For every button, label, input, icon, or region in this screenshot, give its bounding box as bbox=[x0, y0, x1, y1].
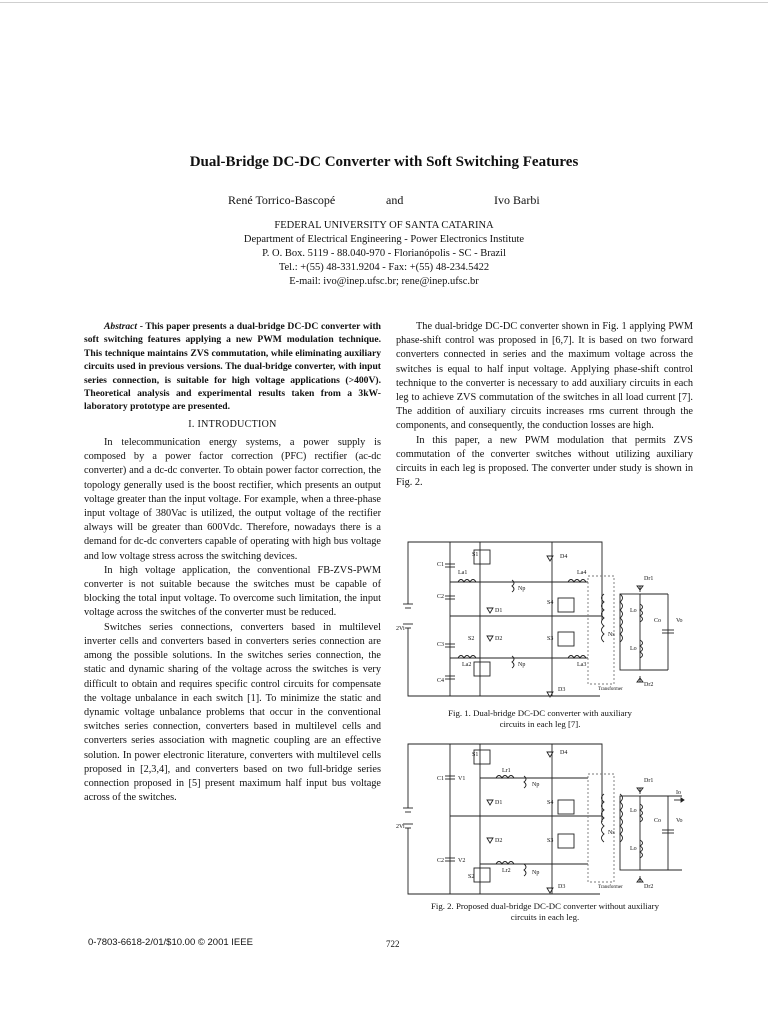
fig1-label-la1: La1 bbox=[458, 570, 468, 576]
fig2-label-io: Io bbox=[676, 790, 681, 796]
fig1-label-2vi: 2Vi bbox=[396, 626, 405, 632]
fig1-label-c3: C3 bbox=[437, 642, 445, 648]
scan-edge-rule bbox=[0, 2, 768, 3]
fig1-label-la2: La2 bbox=[462, 662, 472, 668]
fig1-label-d4: D4 bbox=[560, 554, 568, 560]
right-column bbox=[396, 320, 693, 490]
fig2-label-d4: D4 bbox=[560, 750, 568, 756]
fig1-label-la3: La3 bbox=[577, 662, 587, 668]
fig1-label-s4: S4 bbox=[547, 600, 554, 606]
fig2-label-v1: V1 bbox=[458, 776, 466, 782]
left-column bbox=[84, 320, 381, 805]
fig1-label-c2: C2 bbox=[437, 594, 445, 600]
fig2-label-d3: D3 bbox=[558, 884, 566, 890]
fig2-label-c1: C1 bbox=[437, 776, 445, 782]
fig1-label-vo: Vo bbox=[676, 618, 683, 624]
abstract-body: - This paper presents a dual-bridge DC-DC converter with soft switching features applying a new PWM modulation technique. This technique maintains ZVS commutation, while eliminating auxiliary circuits used in previous versions. The dual-bridge converter, with input series connection, is suitable for high voltage applications (>400V). Theoretical analysis and experimental results taken from a 3kW-laboratory prototype are presented. bbox=[84, 321, 381, 413]
fig2-label-d2: D2 bbox=[495, 838, 503, 844]
fig2-label-np1: Np bbox=[532, 782, 540, 788]
fig1-label-lo1: Lo bbox=[630, 608, 637, 614]
copyright-footer: 0-7803-6618-2/01/$10.00 © 2001 IEEE bbox=[88, 937, 253, 948]
fig1-label-c1: C1 bbox=[437, 562, 445, 568]
fig1-label-np1: Np bbox=[518, 586, 526, 592]
fig1-label-transformer: Transformer bbox=[598, 687, 623, 692]
fig2-label-s4: S4 bbox=[547, 800, 554, 806]
figure-2-caption: Fig. 2. Proposed dual-bridge DC-DC converter without auxiliary circuits in each leg. bbox=[431, 901, 659, 922]
fig2-label-lo2: Lo bbox=[630, 846, 637, 852]
fig2-label-s1: S1 bbox=[472, 752, 479, 758]
fig1-label-s2: S2 bbox=[468, 636, 475, 642]
page-number: 722 bbox=[386, 939, 400, 949]
figure-1-caption: Fig. 1. Dual-bridge DC-DC converter with auxiliary circuits in each leg [7]. bbox=[448, 708, 632, 729]
right-paragraph-2: In this paper, a new PWM modulation that permits ZVS commutation of the converter switches without utilizing auxiliary circuits in each leg is proposed. The converter under study is shown in Fig. 2. bbox=[396, 434, 693, 489]
fig1-label-co: Co bbox=[654, 618, 662, 624]
fig1-label-la4: La4 bbox=[577, 570, 587, 576]
intro-paragraph-3: Switches series connections, converters based in multilevel inverter cells and converters based in converters series connection are among the possible solutions. In the switches series connection, the static and dynamic sharing of the voltage across the switches is very difficult to obtain and requires specific control circuits for compensate the voltage unbalance in each switch [1]. To minimize the static and dynamic voltage unbalance problems that occur in the conventional switches series connection, converters based in multilevel cells and converters series association with magnetic coupling are an effective solution. In power electronic literature, converters with multilevel cells proposed in [2,3,4], and converters based on two full-bridge series connection proposed in [5] present maximum half input bus voltage across of the switches. bbox=[84, 621, 381, 804]
fig2-label-s2: S2 bbox=[468, 874, 475, 880]
fig1-label-dr2: Dr2 bbox=[644, 682, 654, 688]
fig2-label-2vi: 2Vi bbox=[396, 824, 405, 830]
affiliation-email: E-mail: ivo@inep.ufsc.br; rene@inep.ufsc.br bbox=[289, 276, 479, 287]
author-1: René Torrico-Bascopé bbox=[228, 193, 336, 207]
fig2-label-d1: D1 bbox=[495, 800, 503, 806]
fig1-label-d3: D3 bbox=[558, 687, 566, 693]
figure-2-circuit-diagram bbox=[392, 738, 692, 900]
authors-conjunction: and bbox=[386, 193, 404, 207]
fig2-label-c2: C2 bbox=[437, 858, 445, 864]
affiliation-university: FEDERAL UNIVERSITY OF SANTA CATARINA bbox=[274, 220, 494, 231]
fig2-label-np2: Np bbox=[532, 870, 540, 876]
author-2: Ivo Barbi bbox=[494, 193, 540, 207]
right-paragraph-1: The dual-bridge DC-DC converter shown in Fig. 1 applying PWM phase-shift control was proposed in [6,7]. It is based on two forward converters connected in series and the maximum voltage across the switches is equal to half input voltage. Applying phase-shift control technique to the converter is necessary to add auxiliary circuits in each leg to achieve ZVS commutation of the switches in all load current [7]. The addition of auxiliary circuits increases rms current through the components, and consequently, the conduction losses are high. bbox=[396, 321, 693, 432]
fig2-label-vo: Vo bbox=[676, 818, 683, 824]
abstract bbox=[84, 320, 381, 414]
fig1-label-s1: S1 bbox=[472, 552, 479, 558]
paper-title: Dual-Bridge DC-DC Converter with Soft Switching Features bbox=[189, 154, 579, 170]
section-heading-introduction: I. INTRODUCTION bbox=[188, 418, 277, 430]
affiliation-address: P. O. Box. 5119 - 88.040-970 - Florianópolis - SC - Brazil bbox=[262, 248, 506, 259]
figure-1-circuit-diagram bbox=[392, 536, 692, 706]
fig2-label-transformer: Transformer bbox=[598, 885, 623, 890]
fig2-label-s3: S3 bbox=[547, 838, 554, 844]
fig1-label-dr1: Dr1 bbox=[644, 576, 654, 582]
fig1-label-np2: Np bbox=[518, 662, 526, 668]
fig2-label-lr1: Lr1 bbox=[502, 768, 511, 774]
fig1-label-lo2: Lo bbox=[630, 646, 637, 652]
abstract-lead: Abstract bbox=[104, 321, 138, 332]
fig2-label-dr1: Dr1 bbox=[644, 778, 654, 784]
affiliation-phone: Tel.: +(55) 48-331.9204 - Fax: +(55) 48-234.5422 bbox=[278, 262, 490, 273]
fig1-label-d2: D2 bbox=[495, 636, 503, 642]
affiliation-department: Department of Electrical Engineering - Power Electronics Institute bbox=[243, 234, 525, 245]
fig2-label-lo1: Lo bbox=[630, 808, 637, 814]
fig2-label-lr2: Lr2 bbox=[502, 868, 511, 874]
fig1-label-ns: Ns bbox=[608, 632, 615, 638]
fig1-label-c4: C4 bbox=[437, 678, 445, 684]
intro-paragraph-1: In telecommunication energy systems, a power supply is composed by a power factor correction (PFC) rectifier (ac-dc converter) and a dc-dc converter. To obtain power factor correction, the topology generally used is the boost rectifier, which presents an output voltage greater than the input voltage. For example, when a three-phase input voltage of 380Vac is utilized, the output voltage of the rectifier always will be greater than 600Vdc. Therefore, nowadays there is a demand for dc-dc converters capable of operating with high bus voltage and low voltage stress across the switching devices. bbox=[84, 437, 381, 562]
fig2-label-ns: Ns bbox=[608, 830, 615, 836]
fig2-label-dr2: Dr2 bbox=[644, 884, 654, 890]
fig2-label-v2: V2 bbox=[458, 858, 466, 864]
fig1-label-s3: S3 bbox=[547, 636, 554, 642]
intro-paragraph-2: In high voltage application, the conventional FB-ZVS-PWM converter is not suitable because the switches must be capable of blocking the total input voltage. To overcome such limitation, the input voltage across the switches of the converter must be reduced. bbox=[84, 564, 381, 619]
fig2-label-co: Co bbox=[654, 818, 662, 824]
fig1-label-d1: D1 bbox=[495, 608, 503, 614]
